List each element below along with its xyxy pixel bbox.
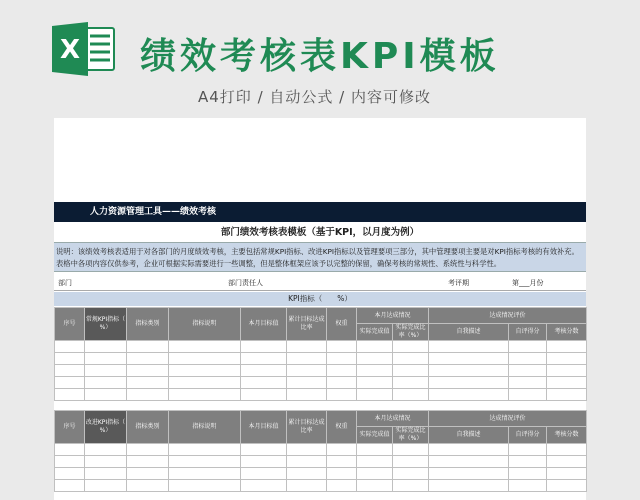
col-desc-2: 指标说明 [169,411,241,444]
col-target-2: 本月目标值 [241,411,287,444]
col-actual-2: 实际完成值 [357,427,393,444]
excel-icon [50,22,116,76]
kpi-table-improve [54,410,587,492]
col-self-score: 自评得分 [509,324,547,341]
col-self-desc: 自我描述 [429,324,509,341]
col-month-status-2: 本月达成情况 [357,411,429,427]
col-seq-2: 序号 [55,411,85,444]
col-desc: 指标说明 [169,308,241,341]
page-subtitle: A4打印 / 自动公式 / 内容可修改 [198,88,431,106]
col-category-2: 指标类别 [127,411,169,444]
kpi-section-title: KPI指标（ %） [54,292,586,306]
section-label-improve: 改进KPI指标（ %） [85,411,127,444]
table-row [55,377,587,389]
col-final-score-2: 考核分数 [547,427,587,444]
col-actual: 实际完成值 [357,324,393,341]
table-row [55,365,587,377]
col-cum-rate: 累计目标达成比率 [287,308,327,341]
sheet-description: 说明：该绩效考核表适用于对各部门的月度绩效考核，主要包括常规KPI指标、改进KPI指标以及管理要项三部分，其中管理要项主要是对KPI指标考核的有效补充。表格中各项内容仅供参考，企业可根据实际需要进行一些调整，但是整体框架应该予以完整的保留，确保考核的常规性、系统性与科学性。 [54,242,586,272]
page-title: 绩效考核表KPI模板 [140,36,500,77]
col-target: 本月目标值 [241,308,287,341]
dept-label: 部门 [58,279,72,287]
table-row [55,341,587,353]
info-row [54,276,586,291]
col-category: 指标类别 [127,308,169,341]
period-label: 考评期 [448,279,469,287]
kpi-table-regular [54,307,587,401]
table-row [55,389,587,401]
col-self-desc-2: 自我描述 [429,427,509,444]
col-month-status: 本月达成情况 [357,308,429,324]
promo-header [0,0,640,118]
col-weight: 权重 [327,308,357,341]
table-row [55,468,587,480]
owner-label: 部门责任人 [228,279,263,287]
col-self-score-2: 自评得分 [509,427,547,444]
table-row [55,456,587,468]
col-cum-rate-2: 累计目标达成比率 [287,411,327,444]
sheet-band [54,202,586,222]
table-row [55,444,587,456]
month-label: 第___月份 [512,279,544,287]
band-title: 人力资源管理工具——绩效考核 [90,207,217,217]
col-eval: 达成情况评价 [429,308,587,324]
col-actual-rate: 实际完成比率（%） [393,324,429,341]
spreadsheet-sheet [54,118,586,500]
sheet-title: 部门绩效考核表模板（基于KPI，以月度为例） [220,227,420,238]
col-weight-2: 权重 [327,411,357,444]
section-label-regular: 常规KPI指标（ %） [85,308,127,341]
table-row [55,353,587,365]
col-actual-rate-2: 实际完成比率（%） [393,427,429,444]
table-row [55,480,587,492]
col-eval-2: 达成情况评价 [429,411,587,427]
col-seq: 序号 [55,308,85,341]
excel-icon-letter: X [59,35,81,65]
col-final-score: 考核分数 [547,324,587,341]
